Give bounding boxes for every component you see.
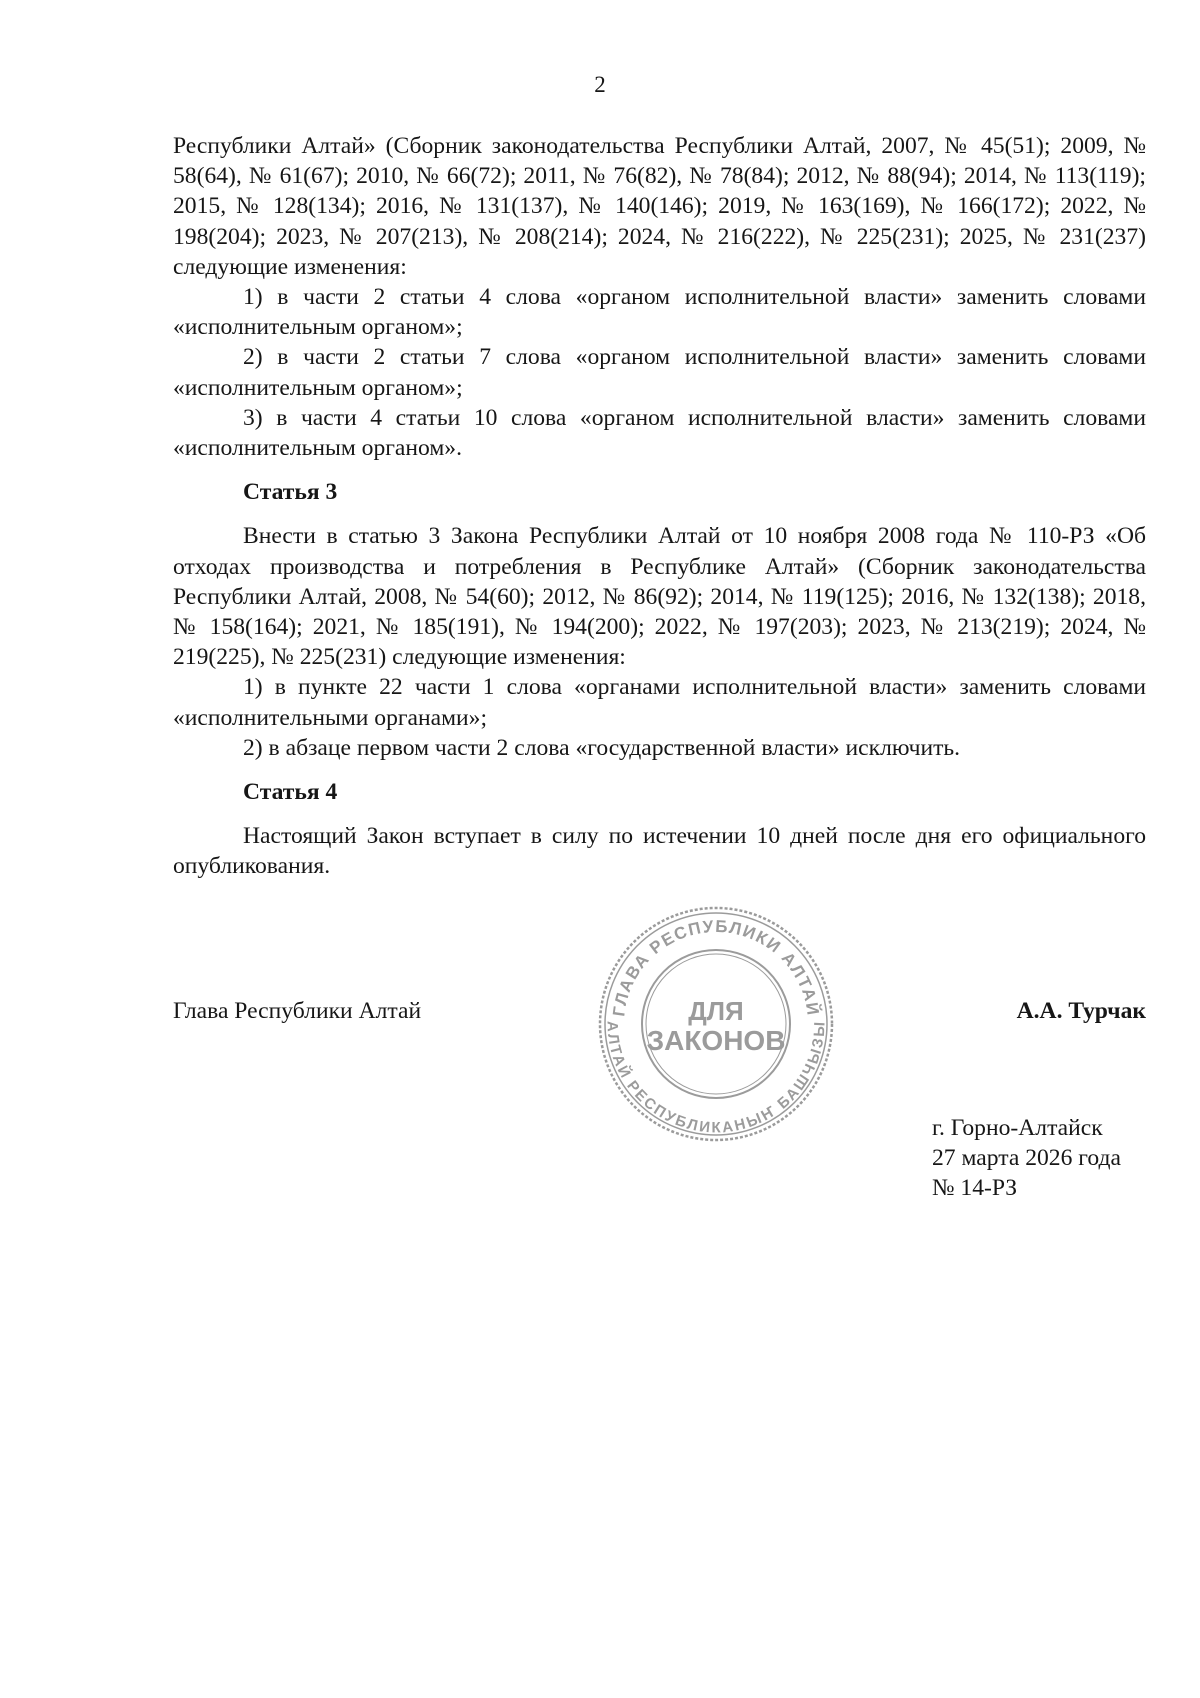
article4-title: Статья 4 — [243, 779, 338, 806]
article3-item-1: 1) в пункте 22 части 1 слова «органами исполнительной власти» заменить словами «исполнительными органами»; — [173, 674, 1146, 731]
article3-item-2: 2) в абзаце первом части 2 слова «государственной власти» исключить. — [243, 734, 961, 761]
article4-body: Настоящий Закон вступает в силу по истечении 10 дней после дня его официального опубликования. — [173, 823, 1146, 880]
document-body — [173, 131, 1146, 882]
article2-item-3: 3) в части 4 статьи 10 слова «органом исполнительной власти» заменить словами «исполнительным органом». — [173, 404, 1146, 462]
law-number: № 14-РЗ — [932, 1175, 1018, 1201]
article2-item-2: 2) в части 2 статьи 7 слова «органом исполнительной власти» заменить словами «исполнительным органом»; — [173, 344, 1146, 401]
signatory-name: А.А. Турчак — [1016, 998, 1146, 1024]
seal-center-line1: ДЛЯ — [688, 996, 744, 1026]
signatory-position: Глава Республики Алтай — [173, 998, 422, 1024]
article3-title: Статья 3 — [243, 479, 338, 506]
place-date: 27 марта 2026 года — [932, 1145, 1121, 1171]
seal-outer-text-top: ГЛАВА РЕСПУБЛИКИ АЛТАЙ — [609, 916, 823, 1018]
place-city: г. Горно-Алтайск — [932, 1115, 1103, 1141]
intro-paragraph: Республики Алтай» (Сборник законодательства Республики Алтай, 2007, № 45(51); 2009, № 58(64), № 61(67); 2010, № 66(72); 2011, № 76(82), № 78(84); 2012, № 88(94); 2014, № 113(119); 2015, № 128(134); 2016, № 131(137), № 140(146); 2019, № 163(169), № 166(172); 2022, № 198(204); 2023, № 207(213), № 208(214); 2024, № 216(222), № 225(231); 2025, № 231(237) следующие изменения: — [173, 133, 1146, 280]
article2-item-1: 1) в части 2 статьи 4 слова «органом исполнительной власти» заменить словами «исполнительным органом»; — [173, 284, 1146, 341]
article3-body: Внести в статью 3 Закона Республики Алтай от 10 ноября 2008 года № 110-РЗ «Об отходах производства и потребления в Республике Алтай» (Сборник законодательства Республики Алтай, 2008, № 54(60); 2012, № 86(92); 2014, № 119(125); 2016, № 132(138); 2018, № 158(164); 2021, № 185(191), № 194(200); 2022, № 197(203); 2023, № 213(219); 2024, № 219(225), № 225(231) следующие изменения: — [173, 523, 1146, 671]
seal-center-line2: ЗАКОНОВ — [646, 1025, 786, 1056]
seal-outer-text-bottom: АЛТАЙ РЕСПУБЛИКАНЫҤ БАШЧЫЗЫ — [603, 1020, 829, 1137]
place-date-block — [932, 1113, 1121, 1203]
official-seal — [596, 904, 836, 1144]
page-number: 2 — [594, 72, 606, 97]
